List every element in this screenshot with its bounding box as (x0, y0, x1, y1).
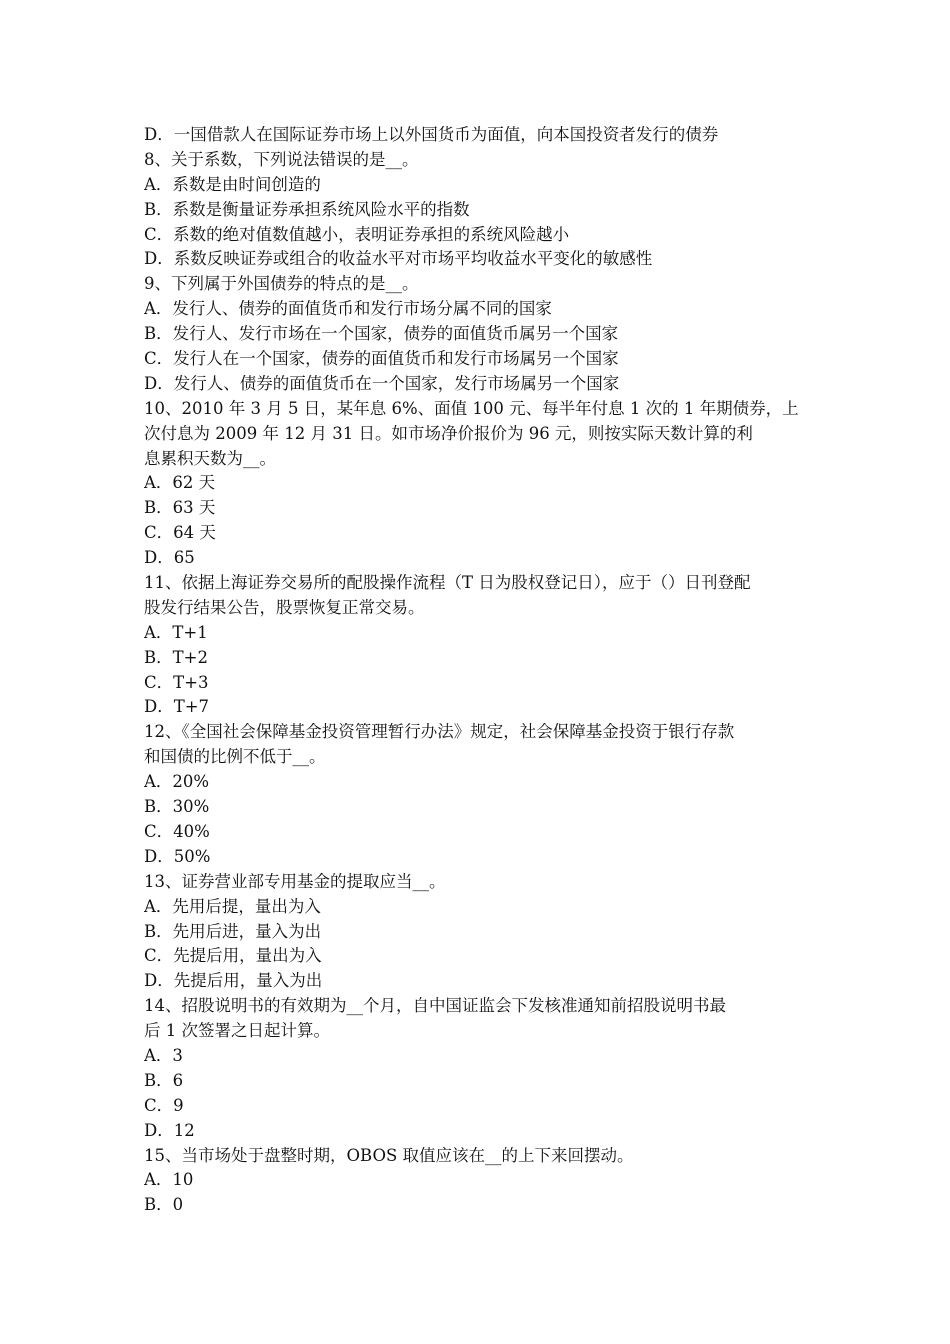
text-line: A．发行人、债券的面值货币和发行市场分属不同的国家 (144, 299, 552, 319)
text-line: B．先用后进，量入为出 (144, 921, 322, 941)
text-line: A．先用后提，量出为入 (144, 896, 321, 916)
text-line: 次付息为 2009 年 12 月 31 日。如市场净价报价为 96 元，则按实际天数计算的利 (144, 423, 753, 443)
text-line: C．发行人在一个国家，债券的面值货币和发行市场属另一个国家 (144, 349, 619, 369)
text-line: 股发行结果公告，股票恢复正常交易。 (144, 597, 425, 617)
text-line: B．63 天 (144, 498, 216, 518)
text-line: 9、下列属于外国债券的特点的是__。 (144, 274, 419, 294)
text-line: A．3 (144, 1045, 183, 1065)
text-line: 后 1 次签署之日起计算。 (144, 1021, 330, 1041)
text-line: A．20% (144, 772, 210, 792)
text-line: 11、依据上海证券交易所的配股操作流程（T 日为股权登记日），应于（）日刊登配 (144, 573, 751, 593)
text-line: D．发行人、债券的面值货币在一个国家，发行市场属另一个国家 (144, 373, 620, 393)
text-line: B．0 (144, 1195, 184, 1215)
text-line: 13、证券营业部专用基金的提取应当__。 (144, 871, 446, 891)
text-line: 14、招股说明书的有效期为__个月，自中国证监会下发核准通知前招股说明书最 (144, 996, 726, 1016)
text-line: D．T+7 (144, 697, 210, 717)
text-line: D．先提后用，量入为出 (144, 971, 323, 991)
text-line: 10、2010 年 3 月 5 日，某年息 6%、面值 100 元、每半年付息 1 次的 1 年期债券，上 (144, 398, 799, 418)
text-line: B．T+2 (144, 647, 208, 667)
text-line: A．10 (144, 1170, 194, 1190)
text-line: A．T+1 (144, 622, 208, 642)
text-line: B．发行人、发行市场在一个国家，债券的面值货币属另一个国家 (144, 324, 619, 344)
text-line: 息累积天数为__。 (144, 448, 276, 468)
text-line: C．T+3 (144, 672, 209, 692)
text-line: C．先提后用，量出为入 (144, 946, 322, 966)
text-line: B．6 (144, 1070, 184, 1090)
text-line: C．64 天 (144, 523, 216, 543)
text-line: A．62 天 (144, 473, 216, 493)
text-line: D．系数反映证券或组合的收益水平对市场平均收益水平变化的敏感性 (144, 249, 653, 269)
document-body (144, 123, 809, 1218)
text-line: D．50% (144, 846, 211, 866)
text-line: D．12 (144, 1120, 195, 1140)
text-line: C．9 (144, 1095, 184, 1115)
text-line: 8、关于系数，下列说法错误的是__。 (144, 149, 419, 169)
text-line: D．一国借款人在国际证券市场上以外国货币为面值，向本国投资者发行的债券 (144, 125, 719, 144)
text-line: C．40% (144, 821, 210, 841)
text-line: A．系数是由时间创造的 (144, 174, 321, 194)
text-line: 15、当市场处于盘整时期，OBOS 取值应该在__的上下来回摆动。 (144, 1145, 634, 1165)
text-line: B．系数是衡量证券承担系统风险水平的指数 (144, 199, 470, 219)
text-line: D．65 (144, 548, 195, 568)
text-line: 12、《全国社会保障基金投资管理暂行办法》规定，社会保障基金投资于银行存款 (144, 722, 735, 742)
text-line: B．30% (144, 797, 210, 817)
text-line: C．系数的绝对值数值越小，表明证券承担的系统风险越小 (144, 224, 570, 244)
text-line: 和国债的比例不低于__。 (144, 747, 326, 767)
